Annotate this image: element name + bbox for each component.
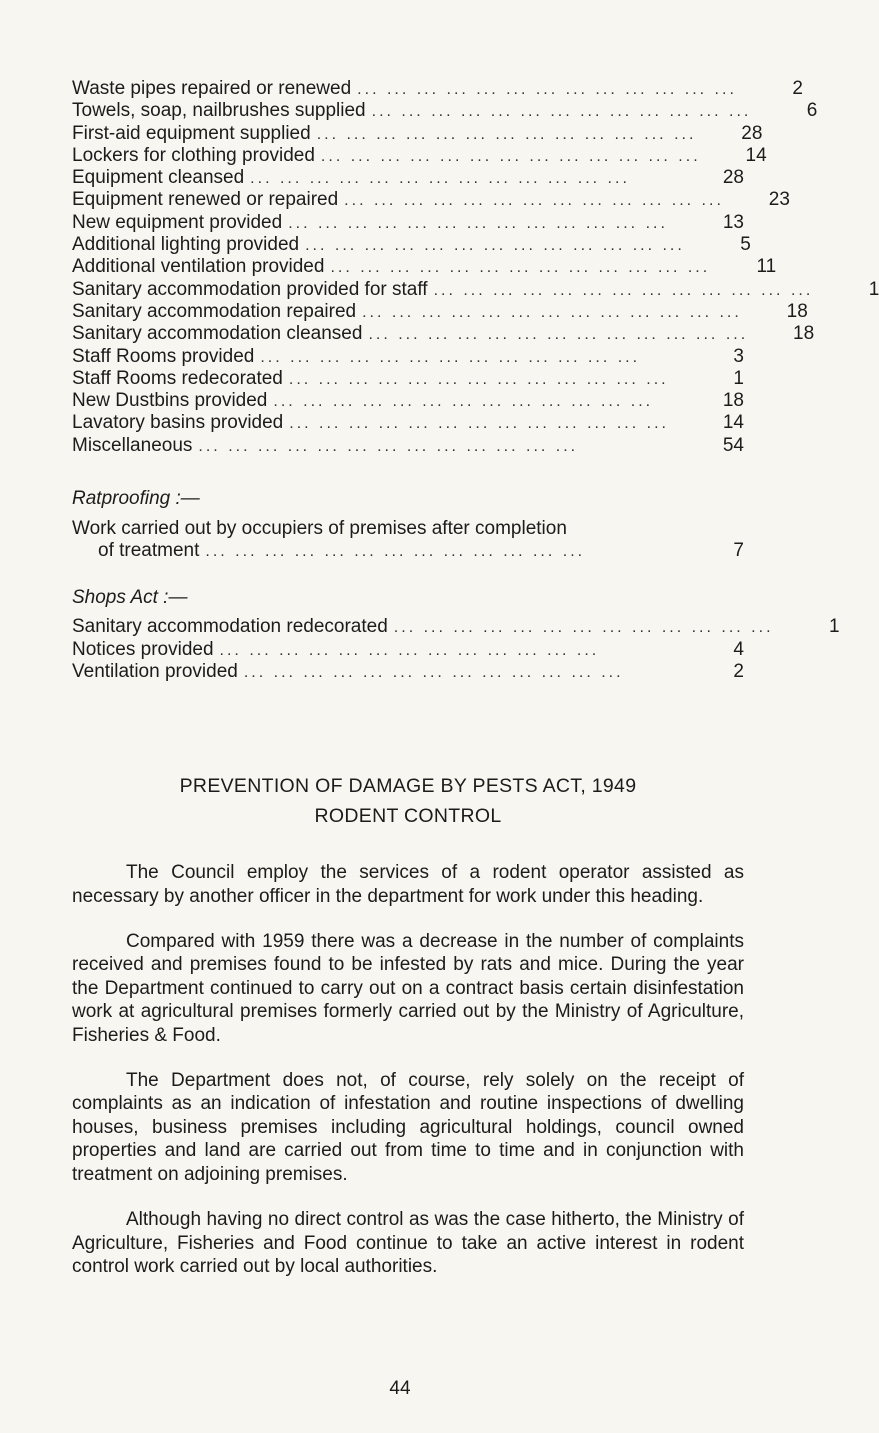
leader-dots: ... ... ... ... ... ... ... ... ... ... ... ... ... <box>433 281 814 299</box>
ratproofing-item <box>72 540 744 562</box>
list-item <box>72 616 840 638</box>
list-item <box>72 390 744 412</box>
title-line-2: RODENT CONTROL <box>314 805 502 828</box>
leader-dots: ... ... ... ... ... ... ... ... ... ... ... ... ... <box>320 147 701 165</box>
leader-dots: ... ... ... ... ... ... ... ... ... ... ... ... ... <box>393 619 774 637</box>
list-item <box>72 346 744 368</box>
shops-act-heading: Shops Act :— <box>72 587 188 609</box>
page-number: 44 <box>389 1378 411 1399</box>
item-value: 1 <box>868 278 879 300</box>
list-item <box>72 278 879 301</box>
document-page <box>72 78 879 1278</box>
item-label: Additional lighting provided <box>72 234 300 256</box>
item-value: 18 <box>786 300 808 322</box>
leader-dots: ... ... ... ... ... ... ... ... ... ... ... ... ... <box>288 214 668 232</box>
item-label: Ventilation provided <box>72 660 238 682</box>
item-label: Equipment cleansed <box>72 167 245 189</box>
list-item <box>72 300 808 323</box>
leader-dots: ... ... ... ... ... ... ... ... ... ... ... ... ... <box>357 81 737 98</box>
leader-dots: ... ... ... ... ... ... ... ... ... ... ... ... ... <box>260 348 641 366</box>
paragraph: Compared with 1959 there was a decrease in the number of complaints received and premises found to be infested by rats and mice. During the year the Department continued to carry out on a contract basis certain disinfestation work at agricultural premises formerly carried out by the Ministry of Agriculture, Fisheries & Food. <box>72 931 744 1046</box>
item-label: Towels, soap, nailbrushes supplied <box>72 100 366 122</box>
leader-dots: ... ... ... ... ... ... ... ... ... ... ... ... ... <box>198 437 579 455</box>
item-value: 18 <box>793 323 815 345</box>
item-label: of treatment <box>98 540 200 562</box>
item-value: 13 <box>722 211 744 233</box>
item-value: 2 <box>792 78 803 99</box>
item-label: New equipment provided <box>72 211 283 233</box>
item-label: Additional ventilation provided <box>72 256 325 278</box>
item-value: 3 <box>733 345 744 367</box>
item-label: First-aid equipment supplied <box>72 122 311 144</box>
title-line-1: PREVENTION OF DAMAGE BY PESTS ACT, 1949 <box>179 775 637 798</box>
leader-dots: ... ... ... ... ... ... ... ... ... ... ... ... ... <box>250 170 630 188</box>
item-label: Lavatory basins provided <box>72 412 284 434</box>
item-value: 1 <box>733 367 744 389</box>
item-value: 23 <box>768 189 790 211</box>
leader-dots: ... ... ... ... ... ... ... ... ... ... ... ... ... <box>288 370 669 388</box>
list-item <box>72 212 744 234</box>
list-item <box>72 256 777 278</box>
leader-dots: ... ... ... ... ... ... ... ... ... ... ... ... ... <box>243 663 624 681</box>
item-label: Sanitary accommodation provided for staff <box>72 278 428 300</box>
leader-dots: ... ... ... ... ... ... ... ... ... ... ... ... ... <box>371 103 752 121</box>
item-value: 28 <box>722 167 744 189</box>
list-item <box>72 167 744 189</box>
leader-dots: ... ... ... ... ... ... ... ... ... ... ... ... ... <box>289 415 669 433</box>
list-item <box>72 122 763 145</box>
item-label: Sanitary accommodation redecorated <box>72 616 388 638</box>
item-label: New Dustbins provided <box>72 390 268 412</box>
leader-dots: ... ... ... ... ... ... ... ... ... ... ... ... ... <box>330 259 711 277</box>
paragraph: The Department does not, of course, rely solely on the receipt of complaints as an indication of infestation and routine inspections of dwelling houses, business premises including agricultural holdings, council owned properties and land are carried out from time to time and in conjunction with treatment on adjoining premises. <box>72 1070 744 1185</box>
item-value: 11 <box>756 256 777 278</box>
item-label: Sanitary accommodation repaired <box>72 300 357 322</box>
list-item <box>72 100 818 122</box>
item-label: Sanitary accommodation cleansed <box>72 323 363 345</box>
leader-dots: ... ... ... ... ... ... ... ... ... ... ... ... ... <box>368 326 749 344</box>
item-value: 2 <box>733 660 744 682</box>
paragraph: Although having no direct control as was the case hitherto, the Ministry of Agriculture, Fisheries and Food continue to take an active interest in rodent control work carried out by local authorities. <box>72 1209 744 1277</box>
items-list <box>72 78 879 457</box>
leader-dots: ... ... ... ... ... ... ... ... ... ... ... ... ... <box>305 237 685 255</box>
list-item <box>72 144 767 167</box>
list-item <box>72 189 790 211</box>
item-label: Waste pipes repaired or renewed <box>72 78 352 99</box>
item-label: Staff Rooms provided <box>72 345 255 367</box>
item-value: 28 <box>741 122 763 144</box>
item-value: 14 <box>745 144 767 166</box>
item-value: 18 <box>722 390 744 412</box>
ratproofing-item-line1: Work carried out by occupiers of premises after completion <box>72 518 567 540</box>
item-label: Lockers for clothing provided <box>72 144 315 166</box>
list-item <box>72 234 751 256</box>
paragraph: The Council employ the services of a rodent operator assisted as necessary by another officer in the department for work under this heading. <box>72 862 744 907</box>
item-value: 6 <box>806 100 818 122</box>
leader-dots: ... ... ... ... ... ... ... ... ... ... ... ... ... <box>362 303 742 321</box>
list-item <box>72 368 744 390</box>
list-item <box>72 323 815 345</box>
leader-dots: ... ... ... ... ... ... ... ... ... ... ... ... ... <box>344 192 724 210</box>
list-item <box>72 661 744 683</box>
item-label: Miscellaneous <box>72 434 193 456</box>
item-label: Staff Rooms redecorated <box>72 367 283 389</box>
item-label: Notices provided <box>72 638 214 660</box>
item-value: 14 <box>722 412 744 434</box>
list-item <box>72 639 744 661</box>
list-item <box>72 78 803 100</box>
list-item <box>72 412 744 434</box>
leader-dots: ... ... ... ... ... ... ... ... ... ... ... ... ... <box>205 543 586 561</box>
item-label: Equipment renewed or repaired <box>72 189 339 211</box>
list-item <box>72 435 744 457</box>
item-value: 7 <box>733 540 744 562</box>
item-value: 54 <box>722 434 744 456</box>
item-value: 1 <box>828 616 840 638</box>
leader-dots: ... ... ... ... ... ... ... ... ... ... ... ... ... <box>316 125 697 143</box>
leader-dots: ... ... ... ... ... ... ... ... ... ... ... ... ... <box>273 393 654 411</box>
item-value: 5 <box>740 234 751 256</box>
section-title <box>72 771 744 831</box>
item-value: 4 <box>733 638 744 660</box>
leader-dots: ... ... ... ... ... ... ... ... ... ... ... ... ... <box>219 641 600 659</box>
ratproofing-heading: Ratproofing :— <box>72 488 200 510</box>
